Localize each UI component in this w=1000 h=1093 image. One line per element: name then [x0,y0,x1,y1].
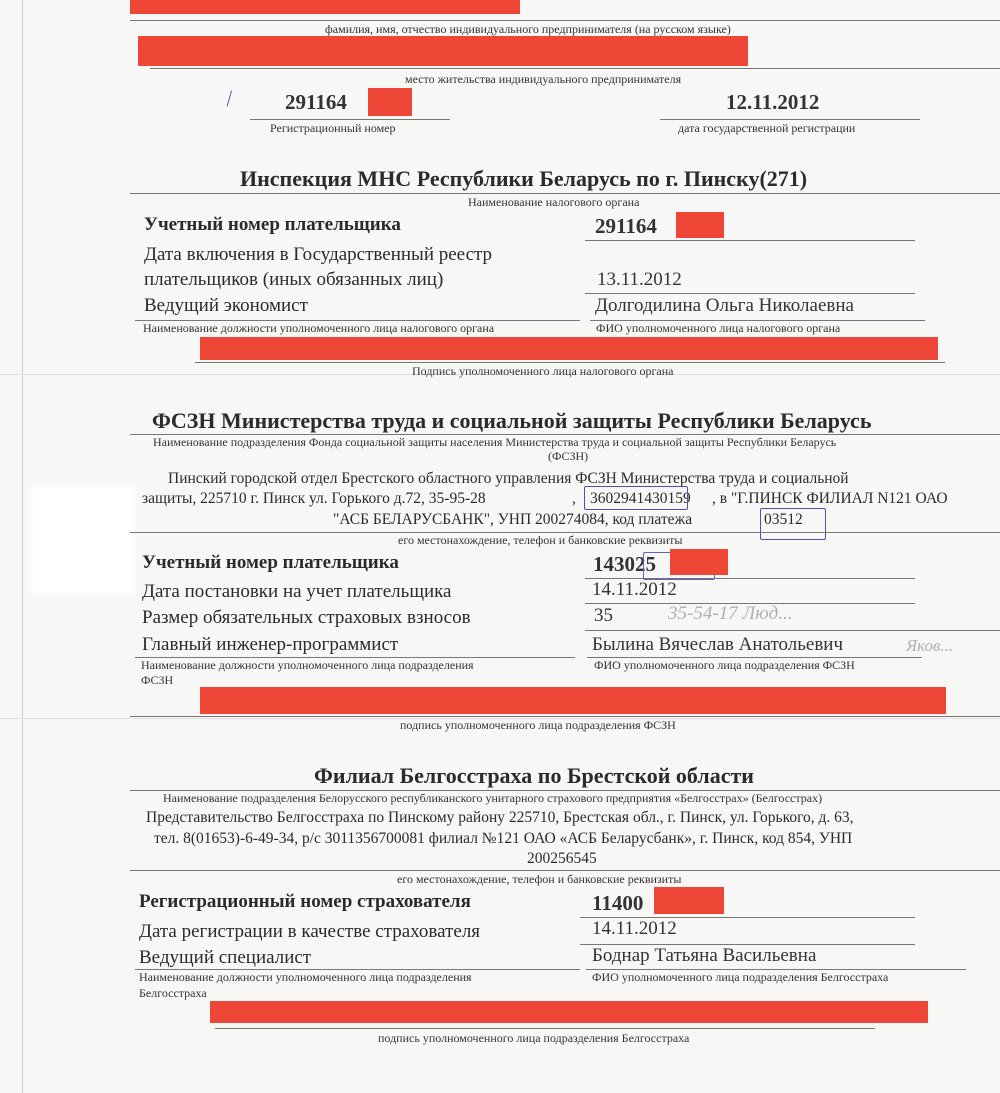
handwritten-name-note: Яков... [906,636,954,655]
tax-signature-caption: Подпись уполномоченного лица налогового органа [412,364,674,378]
registration-date: 12.11.2012 [726,90,820,114]
handwritten-phone-note: 35-54-17 Люд... [668,603,793,624]
divider [585,630,1000,631]
redaction-belgosstrakh-signature [210,1001,928,1023]
tax-payer-number: 291164 [595,214,657,238]
redaction-tax-payer-number [676,212,724,238]
belgosstrakh-address-2: тел. 8(01653)-6-49-34, р/с 3011356700081 филиал №121 ОАО «АСБ Беларусбанк», г. Пинск, код 854, УНП [154,830,853,847]
redaction-insurer-number [654,887,724,914]
redaction-fszn-signature [200,687,946,714]
divider [130,20,1000,21]
tax-inclusion-date: 13.11.2012 [597,269,682,290]
fszn-position-caption-2: ФСЗН [141,673,174,687]
fszn-payer-number-label: Учетный номер плательщика [142,552,399,573]
tax-official-position: Ведущий экономист [144,295,308,316]
redaction-reg-number [368,88,412,116]
fszn-payment-code: 03512 [764,511,803,528]
fszn-payer-number: 143025 [593,552,656,576]
divider [215,1028,875,1029]
redaction-name [130,0,520,14]
tax-inclusion-label-2: плательщиков (иных обязанных лиц) [144,269,444,290]
fszn-registration-label: Дата постановки на учет плательщика [142,581,452,602]
redaction-tax-signature [200,337,938,360]
divider [660,119,920,120]
divider [250,119,450,120]
divider [195,362,945,363]
divider [130,716,1000,717]
divider [130,870,1000,871]
fszn-position-caption-1: Наименование должности уполномоченного лица подразделения [141,658,474,672]
fszn-registration-date: 14.11.2012 [592,579,677,600]
fio-caption: фамилия, имя, отчество индивидуального предпринимателя (на русском языке) [325,22,731,36]
insurer-registration-label: Дата регистрации в качестве страхователя [139,921,481,942]
tax-official-name: Долгодилина Ольга Николаевна [595,295,854,316]
registration-number-caption: Регистрационный номер [270,121,396,135]
tax-name-caption: ФИО уполномоченного лица налогового органа [596,321,841,335]
scan-edge [22,0,23,1093]
belgosstrakh-position-caption-1: Наименование должности уполномоченного лица подразделения [139,970,472,984]
fszn-address-2c: , в "Г.ПИНСК ФИЛИАЛ N121 ОАО [712,490,948,507]
tax-payer-number-label: Учетный номер плательщика [144,214,401,235]
fszn-heading-caption-2: (ФСЗН) [548,449,589,463]
scan-smudge [30,485,135,595]
fszn-name-caption: ФИО уполномоченного лица подразделения ФСЗН [594,658,855,672]
ink-box-account [584,486,688,510]
fszn-account-number: 3602941430159 [590,490,691,507]
fszn-address-2a: защиты, 225710 г. Пинск ул. Горького д.72, 35-95-28 [142,490,486,507]
fszn-address-caption: его местонахождение, телефон и банковские реквизиты [398,533,683,547]
fszn-address-1: Пинский городской отдел Брестского областного управления ФСЗН Министерства труда и социальной [168,470,849,487]
redaction-residence [138,36,748,66]
tax-heading: Инспекция МНС Республики Беларусь по г. Пинску(271) [240,166,808,191]
belgosstrakh-signature-caption: подпись уполномоченного лица подразделения Белгосстраха [378,1031,690,1045]
belgosstrakh-official-name: Боднар Татьяна Васильевна [592,945,817,966]
divider [585,293,915,294]
insurer-number-label: Регистрационный номер страхователя [139,891,471,912]
belgosstrakh-address-3: 200256545 [527,850,597,867]
insurer-registration-date: 14.11.2012 [592,918,677,939]
tax-inclusion-label-1: Дата включения в Государственный реестр [144,244,493,265]
divider [150,68,1000,69]
fszn-contributions-label: Размер обязательных страховых взносов [142,607,471,628]
belgosstrakh-address-caption: его местонахождение, телефон и банковские реквизиты [397,872,682,886]
belgosstrakh-name-caption: ФИО уполномоченного лица подразделения Белгосстраха [592,970,889,984]
ink-box-payment-code [760,508,826,540]
fszn-contributions-value: 35 [594,605,613,626]
insurer-number: 11400 [592,891,644,915]
redaction-fszn-payer-number [670,549,728,575]
belgosstrakh-position-caption-2: Белгосстраха [139,986,207,1000]
belgosstrakh-heading-caption: Наименование подразделения Белорусского республиканского унитарного страхового предприятия «Белгосстрах» (Белгосстрах) [163,791,823,805]
fszn-heading: ФСЗН Министерства труда и социальной защиты Республики Беларусь [152,408,872,433]
pen-tick-mark: ∕ [224,88,235,110]
fszn-official-name: Былина Вячеслав Анатольевич [592,634,844,655]
fszn-official-position: Главный инженер-программист [142,634,399,655]
fszn-address-2b: , [572,490,576,507]
belgosstrakh-official-position: Ведущий специалист [139,947,312,968]
fszn-address-3a: "АСБ БЕЛАРУСБАНК", УНП 200274084, код платежа [333,511,693,528]
registration-number: 291164 [285,90,347,114]
belgosstrakh-heading: Филиал Белгосстраха по Брестской области [314,763,754,788]
tax-heading-caption: Наименование налогового органа [468,195,640,209]
residence-caption: место жительства индивидуального предпринимателя [405,72,682,86]
tax-position-caption: Наименование должности уполномоченного лица налогового органа [143,321,495,335]
registration-date-caption: дата государственной регистрации [678,121,856,135]
belgosstrakh-address-1: Представительство Белгосстраха по Пинскому району 225710, Брестская обл., г. Пинск, ул. Горького, д. 63, [146,809,854,826]
fszn-heading-caption-1: Наименование подразделения Фонда социальной защиты населения Министерства труда и социальной защиты Республики Беларусь [153,435,837,449]
divider [130,193,1000,194]
fszn-signature-caption: подпись уполномоченного лица подразделения ФСЗН [400,718,676,732]
divider [585,240,915,241]
